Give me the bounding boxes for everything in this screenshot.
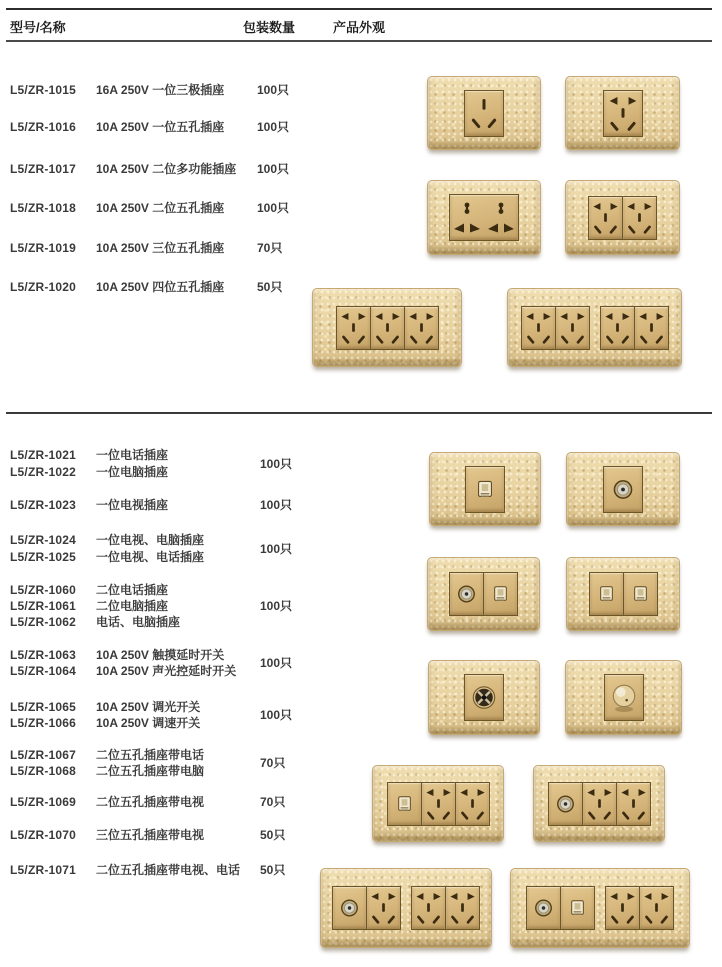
name-cell: 二位五孔插座带电话 [96, 748, 205, 762]
name-cell: 10A 250V 调光开关 [96, 700, 201, 714]
dimmer-knob-icon [604, 674, 644, 721]
socket-5hole-icon [404, 306, 439, 350]
qty-cell: 100只 [257, 120, 290, 134]
plate-1gang-5hole-socket [565, 76, 680, 150]
model-cell: L5/ZR-1065 [10, 700, 77, 714]
name-cell: 10A 250V 三位五孔插座 [96, 241, 225, 255]
socket-5hole-icon [370, 306, 405, 350]
name-cell: 10A 250V 一位五孔插座 [96, 120, 225, 134]
table-row [0, 240, 460, 256]
plate-panel [588, 196, 657, 240]
module-group [464, 90, 504, 137]
module-group [604, 674, 644, 721]
table-row [0, 614, 460, 630]
module-group [336, 306, 439, 350]
table-row [0, 598, 460, 614]
qty-cell: 70只 [260, 795, 286, 809]
qty-cell: 100只 [260, 498, 293, 512]
socket-5hole-icon [600, 306, 635, 350]
model-cell: L5/ZR-1017 [10, 162, 77, 176]
socket-5hole-icon [411, 886, 446, 930]
table-row [0, 582, 460, 598]
name-cell: 一位电视、电脑插座 [96, 533, 205, 547]
model-cell: L5/ZR-1067 [10, 748, 77, 762]
phone-jack-icon [465, 466, 505, 513]
plate-2gang-5hole-with-tv [533, 765, 665, 842]
socket-5hole-icon [588, 196, 623, 240]
plate-2gang-5hole-tv-phone [510, 868, 690, 948]
tv-coax-icon [449, 572, 484, 616]
socket-5hole-icon [622, 196, 657, 240]
name-cell: 10A 250V 二位五孔插座 [96, 201, 225, 215]
section-divider-line [6, 412, 712, 414]
name-cell: 三位五孔插座带电视 [96, 828, 205, 842]
socket-3pin-icon [464, 90, 504, 137]
name-cell: 10A 250V 四位五孔插座 [96, 280, 225, 294]
plate-panel [449, 572, 518, 616]
qty-cell: 70只 [260, 756, 286, 770]
qty-cell: 70只 [257, 241, 283, 255]
phone-jack-icon [560, 886, 595, 930]
socket-5hole-icon [336, 306, 371, 350]
plate-panel [589, 572, 658, 616]
socket-5hole-icon [639, 886, 674, 930]
qty-cell: 50只 [260, 828, 286, 842]
name-cell: 一位电脑插座 [96, 465, 169, 479]
socket-5hole-icon [455, 782, 490, 826]
plate-panel [526, 886, 674, 930]
socket-5hole-icon [616, 782, 651, 826]
plate-2gang-jack-socket [566, 557, 680, 631]
model-cell: L5/ZR-1063 [10, 648, 77, 662]
model-cell: L5/ZR-1060 [10, 583, 77, 597]
module-group [603, 466, 643, 513]
column-header-qty: 包装数量 [243, 20, 296, 35]
name-cell: 二位电话插座 [96, 583, 169, 597]
plate-2gang-5hole-socket [565, 180, 680, 255]
plate-panel [465, 466, 505, 513]
table-row [0, 119, 460, 135]
model-cell: L5/ZR-1068 [10, 764, 77, 778]
plate-2gang-multi-socket [427, 180, 541, 255]
module-group [449, 572, 518, 616]
module-group [588, 196, 657, 240]
touch-switch-icon [464, 674, 504, 721]
socket-5hole-icon [603, 90, 643, 137]
name-cell: 10A 250V 触摸延时开关 [96, 648, 225, 662]
plate-panel [603, 90, 643, 137]
module-group [465, 466, 505, 513]
name-cell: 电话、电脑插座 [96, 615, 181, 629]
plate-3gang-5hole-socket [312, 288, 462, 367]
model-cell: L5/ZR-1018 [10, 201, 77, 215]
model-cell: L5/ZR-1025 [10, 550, 77, 564]
socket-5hole-icon [582, 782, 617, 826]
plate-tv-computer-socket [427, 557, 540, 631]
table-row [0, 447, 460, 463]
name-cell: 二位五孔插座带电视 [96, 795, 205, 809]
top-border-line [6, 8, 712, 10]
plate-phone-socket [429, 452, 541, 526]
plate-panel [387, 782, 490, 826]
table-row [0, 82, 460, 98]
model-cell: L5/ZR-1023 [10, 498, 77, 512]
socket-5hole-icon [445, 886, 480, 930]
socket-5hole-icon [421, 782, 456, 826]
socket-5hole-icon [366, 886, 401, 930]
name-cell: 二位五孔插座带电脑 [96, 764, 205, 778]
name-cell: 10A 250V 声光控延时开关 [96, 664, 237, 678]
module-group [605, 886, 674, 930]
header-underline [6, 40, 712, 42]
name-cell: 10A 250V 二位多功能插座 [96, 162, 237, 176]
table-row [0, 699, 460, 715]
model-cell: L5/ZR-1021 [10, 448, 77, 462]
plate-panel [464, 674, 504, 721]
table-row [0, 532, 460, 548]
model-cell: L5/ZR-1066 [10, 716, 77, 730]
plate-touch-delay-switch [428, 660, 540, 735]
table-row [0, 200, 460, 216]
table-row [0, 715, 460, 731]
qty-cell: 100只 [260, 656, 293, 670]
name-cell: 一位电话插座 [96, 448, 169, 462]
socket-5hole-icon [555, 306, 590, 350]
model-cell: L5/ZR-1069 [10, 795, 77, 809]
model-cell: L5/ZR-1022 [10, 465, 77, 479]
qty-cell: 100只 [260, 542, 293, 556]
table-row [0, 161, 460, 177]
model-cell: L5/ZR-1061 [10, 599, 77, 613]
module-group [521, 306, 590, 350]
plate-panel [603, 466, 643, 513]
plate-tv-socket [566, 452, 680, 526]
qty-cell: 100只 [257, 162, 290, 176]
phone-jack-icon [483, 572, 518, 616]
name-cell: 二位五孔插座带电视、电话 [96, 863, 241, 877]
qty-cell: 100只 [260, 599, 293, 613]
model-cell: L5/ZR-1015 [10, 83, 77, 97]
plate-panel [521, 306, 669, 350]
model-cell: L5/ZR-1071 [10, 863, 77, 877]
name-cell: 一位电视、电话插座 [96, 550, 205, 564]
plate-4gang-5hole-socket [507, 288, 682, 367]
model-cell: L5/ZR-1020 [10, 280, 77, 294]
qty-cell: 100只 [260, 457, 293, 471]
plate-panel [604, 674, 644, 721]
plate-3gang-5hole-with-tv [320, 868, 492, 948]
table-row [0, 549, 460, 565]
module-group [589, 572, 658, 616]
module-group [603, 90, 643, 137]
qty-cell: 50只 [257, 280, 283, 294]
name-cell: 一位电视插座 [96, 498, 169, 512]
socket-5hole-icon [634, 306, 669, 350]
module-group [411, 886, 480, 930]
model-cell: L5/ZR-1070 [10, 828, 77, 842]
name-cell: 二位电脑插座 [96, 599, 169, 613]
table-row [0, 464, 460, 480]
plate-panel [336, 306, 439, 350]
socket-5hole-icon [605, 886, 640, 930]
column-header-model-name: 型号/名称 [10, 20, 66, 35]
column-header-appearance: 产品外观 [333, 20, 386, 35]
module-group [332, 886, 401, 930]
tv-coax-icon [332, 886, 367, 930]
module-group [449, 194, 519, 241]
model-cell: L5/ZR-1062 [10, 615, 77, 629]
model-cell: L5/ZR-1024 [10, 533, 77, 547]
plate-2gang-5hole-with-jack [372, 765, 504, 842]
name-cell: 16A 250V 一位三极插座 [96, 83, 225, 97]
qty-cell: 100只 [260, 708, 293, 722]
table-row [0, 497, 460, 513]
qty-cell: 100只 [257, 83, 290, 97]
plate-panel [332, 886, 480, 930]
tv-coax-icon [603, 466, 643, 513]
plate-dimmer-switch [565, 660, 682, 735]
plate-panel [548, 782, 651, 826]
model-cell: L5/ZR-1064 [10, 664, 77, 678]
plate-1gang-3pin-socket [427, 76, 541, 150]
plate-panel [449, 194, 519, 241]
phone-jack-icon [387, 782, 422, 826]
name-cell: 10A 250V 调速开关 [96, 716, 201, 730]
module-group [387, 782, 490, 826]
socket-multi-icon [449, 194, 519, 241]
phone-jack-icon [589, 572, 624, 616]
phone-jack-icon [623, 572, 658, 616]
module-group [600, 306, 669, 350]
socket-5hole-icon [521, 306, 556, 350]
qty-cell: 100只 [257, 201, 290, 215]
table-row [0, 747, 460, 763]
model-cell: L5/ZR-1019 [10, 241, 77, 255]
plate-panel [464, 90, 504, 137]
module-group [548, 782, 651, 826]
table-row [0, 663, 460, 679]
module-group [526, 886, 595, 930]
tv-coax-icon [548, 782, 583, 826]
qty-cell: 50只 [260, 863, 286, 877]
tv-coax-icon [526, 886, 561, 930]
table-row [0, 647, 460, 663]
model-cell: L5/ZR-1016 [10, 120, 77, 134]
module-group [464, 674, 504, 721]
